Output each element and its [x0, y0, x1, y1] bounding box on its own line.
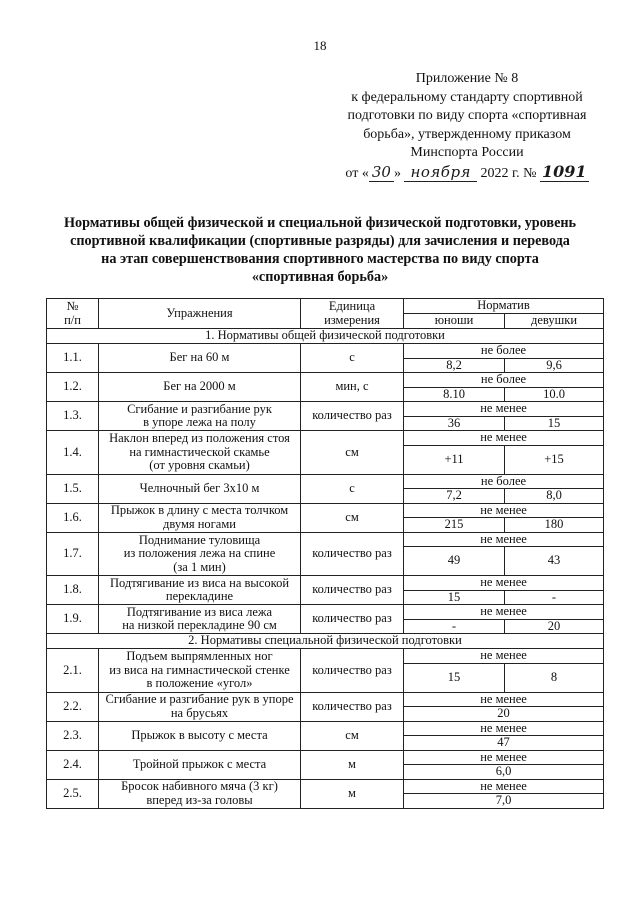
row-condition: не менее: [404, 721, 604, 736]
annex-line: Приложение № 8: [415, 71, 519, 86]
exercise-line: из положения лежа на спине: [123, 546, 276, 560]
row-condition: не менее: [404, 402, 604, 417]
row-unit: количество раз: [301, 576, 404, 605]
row-unit: количество раз: [301, 605, 404, 634]
row-exercise: [99, 402, 301, 431]
value-boys: +11: [404, 445, 505, 474]
section-special-heading: 2. Нормативы специальной физической подготовки: [47, 634, 604, 649]
header-exercise: Упражнения: [99, 299, 301, 329]
table-row: [47, 692, 604, 707]
title-line: «спортивная борьба»: [251, 269, 389, 285]
exercise-line: в упоре лежа на полу: [143, 415, 256, 429]
row-exercise: [99, 721, 301, 750]
exercise-line: перекладине: [165, 589, 234, 603]
row-condition: не менее: [404, 503, 604, 518]
row-unit: м: [301, 750, 404, 779]
header-number: № п/п: [47, 299, 99, 329]
row-exercise: [99, 373, 301, 402]
value-girls: 15: [505, 416, 604, 431]
value-boys: 215: [404, 518, 505, 533]
row-condition: не менее: [404, 532, 604, 547]
row-exercise: [99, 576, 301, 605]
exercise-line: (за 1 мин): [173, 559, 226, 574]
table-row: [47, 576, 604, 591]
value-boys: 49: [404, 547, 505, 576]
row-exercise: [99, 649, 301, 693]
title-line: Нормативы общей физической и специальной физической подготовки, уровень: [63, 215, 577, 231]
row-number: 2.4.: [47, 750, 99, 779]
value-girls: 8,0: [505, 489, 604, 504]
table-row: [47, 344, 604, 359]
value-boys: 15: [404, 663, 505, 692]
table-row: [47, 649, 604, 664]
row-exercise: [99, 344, 301, 373]
row-number: 2.2.: [47, 692, 99, 721]
row-number: 1.7.: [47, 532, 99, 576]
row-number: 1.3.: [47, 402, 99, 431]
table-row: [47, 605, 604, 620]
row-unit: см: [301, 503, 404, 532]
value-boys: 15: [404, 590, 505, 605]
row-unit: мин, с: [301, 373, 404, 402]
title-line: спортивной квалификации (спортивные разряды) для зачисления и перевода: [70, 233, 570, 249]
exercise-line: Подтягивание из виса лежа: [126, 604, 273, 619]
value-boys: 8.10: [404, 387, 505, 402]
row-number: 2.3.: [47, 721, 99, 750]
row-exercise: [99, 474, 301, 503]
annex-line: подготовки по виду спорта «спортивная: [347, 108, 587, 123]
table-row: [47, 503, 604, 518]
exercise-line: на гимнастической скамье: [129, 444, 270, 459]
exercise-line: Бег на 60 м: [169, 350, 230, 365]
exercise-line: Бросок набивного мяча (3 кг): [121, 779, 278, 793]
exercise-line: двумя ногами: [163, 516, 236, 531]
row-exercise: [99, 779, 301, 808]
row-exercise: [99, 605, 301, 634]
table-row: [47, 779, 604, 794]
row-unit: с: [301, 344, 404, 373]
row-number: 1.8.: [47, 576, 99, 605]
value-girls: 8: [505, 663, 604, 692]
value-girls: 180: [505, 518, 604, 533]
title-line: на этап совершенствования спортивного мастерства по виду спорта: [101, 251, 539, 267]
annex-header: [332, 70, 602, 183]
handwritten-month: ноября: [404, 163, 477, 182]
exercise-line: Сгибание и разгибание рук в упоре: [105, 692, 294, 706]
row-condition: не более: [404, 344, 604, 359]
annex-line: к федеральному стандарту спортивной: [351, 89, 583, 105]
date-year: 2022 г. №: [477, 165, 541, 181]
row-condition: не более: [404, 474, 604, 489]
handwritten-day: 30: [369, 163, 394, 182]
value-common: 20: [404, 707, 604, 722]
table-row: [47, 402, 604, 417]
row-condition: не менее: [404, 750, 604, 765]
row-exercise: [99, 532, 301, 576]
annex-date-line: [332, 163, 602, 184]
row-unit: количество раз: [301, 649, 404, 693]
exercise-line: Прыжок в высоту с места: [131, 727, 268, 742]
exercise-line: на низкой перекладине 90 см: [122, 618, 277, 632]
value-boys: 36: [404, 416, 505, 431]
row-number: 2.1.: [47, 649, 99, 693]
handwritten-order-number: 1091: [542, 161, 587, 181]
value-boys: 7,2: [404, 489, 505, 504]
value-girls: 10.0: [505, 387, 604, 402]
row-unit: количество раз: [301, 532, 404, 576]
exercise-line: Подтягивание из виса на высокой: [109, 575, 290, 590]
row-number: 1.1.: [47, 344, 99, 373]
row-number: 1.6.: [47, 503, 99, 532]
row-unit: м: [301, 779, 404, 808]
row-number: 1.4.: [47, 431, 99, 475]
exercise-line: (от уровня скамьи): [149, 458, 250, 472]
document-title: [40, 214, 600, 286]
value-girls: 9,6: [505, 358, 604, 373]
value-girls: -: [505, 590, 604, 605]
row-condition: не менее: [404, 692, 604, 707]
row-number: 1.2.: [47, 373, 99, 402]
page-number: 18: [313, 38, 327, 53]
table-row: [47, 373, 604, 388]
value-girls: 43: [505, 547, 604, 576]
header-unit: Единица измерения: [301, 299, 404, 329]
exercise-line: на брусьях: [170, 705, 229, 720]
row-number: 2.5.: [47, 779, 99, 808]
exercise-line: из виса на гимнастической стенке: [109, 662, 290, 677]
exercise-line: в положение «угол»: [146, 676, 253, 690]
table-row: [47, 474, 604, 489]
annex-line: борьба», утвержденному приказом: [363, 126, 571, 142]
row-unit: см: [301, 721, 404, 750]
row-exercise: [99, 750, 301, 779]
annex-line: Минспорта России: [410, 145, 524, 160]
row-condition: не более: [404, 373, 604, 388]
section-row: [47, 634, 604, 649]
header-girls: девушки: [505, 314, 604, 329]
row-condition: не менее: [404, 576, 604, 591]
row-condition: не менее: [404, 431, 604, 446]
exercise-line: Тройной прыжок с места: [132, 756, 267, 771]
table-row: [47, 532, 604, 547]
exercise-line: вперед из-за головы: [146, 792, 253, 807]
table-row: [47, 431, 604, 446]
value-girls: +15: [505, 445, 604, 474]
row-unit: с: [301, 474, 404, 503]
table-row: [47, 721, 604, 736]
row-unit: количество раз: [301, 692, 404, 721]
row-exercise: [99, 431, 301, 475]
value-boys: -: [404, 619, 505, 634]
section-general-heading: 1. Нормативы общей физической подготовки: [47, 329, 604, 344]
row-exercise: [99, 692, 301, 721]
row-exercise: [99, 503, 301, 532]
header-norm: Норматив: [404, 299, 604, 314]
row-condition: не менее: [404, 605, 604, 620]
value-boys: 8,2: [404, 358, 505, 373]
exercise-line: Наклон вперед из положения стоя: [109, 431, 290, 445]
norms-table: [46, 298, 604, 809]
row-unit: см: [301, 431, 404, 475]
row-number: 1.5.: [47, 474, 99, 503]
row-number: 1.9.: [47, 605, 99, 634]
value-common: 6,0: [404, 765, 604, 780]
header-boys: юноши: [404, 314, 505, 329]
row-unit: количество раз: [301, 402, 404, 431]
exercise-line: Бег на 2000 м: [163, 379, 236, 394]
value-common: 7,0: [404, 794, 604, 809]
date-prefix: от «: [345, 165, 369, 181]
exercise-line: Прыжок в длину с места толчком: [110, 503, 289, 517]
table-row: [47, 750, 604, 765]
date-mid: »: [393, 165, 401, 181]
row-condition: не менее: [404, 649, 604, 664]
exercise-line: Подъем выпрямленных ног: [126, 649, 273, 663]
exercise-line: Сгибание и разгибание рук: [127, 401, 272, 416]
value-common: 47: [404, 736, 604, 751]
value-girls: 20: [505, 619, 604, 634]
exercise-line: Поднимание туловища: [138, 532, 261, 547]
exercise-line: Челночный бег 3х10 м: [139, 480, 260, 495]
row-condition: не менее: [404, 779, 604, 794]
